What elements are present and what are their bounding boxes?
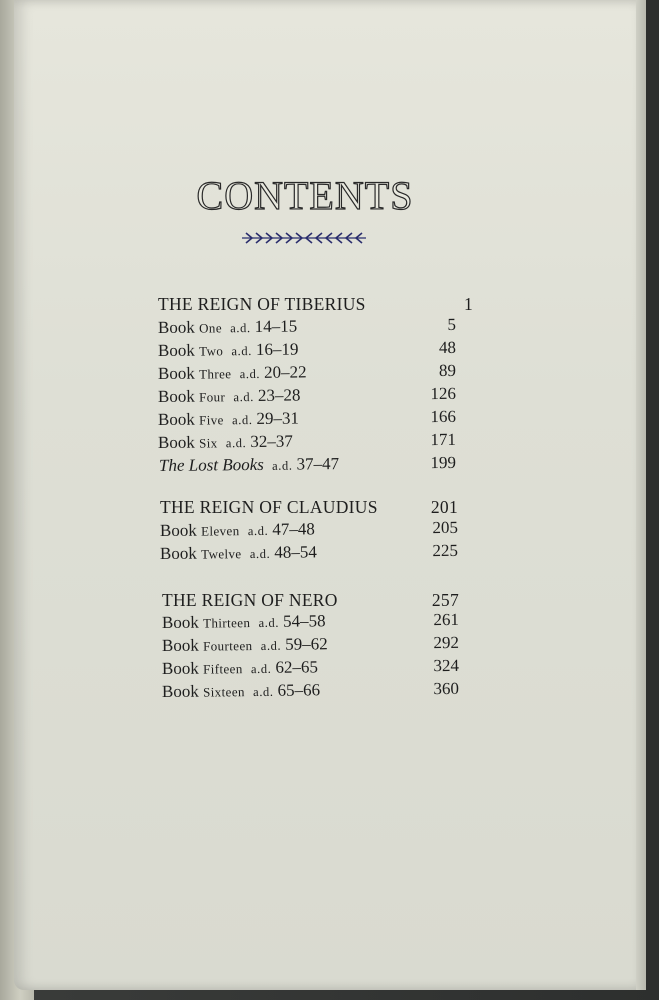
book-word: Book [157,340,195,360]
book-name: One [199,320,223,336]
era-label: a.d. [231,413,253,428]
page-number: 225 [432,540,459,561]
section-title: THE REIGN OF TIBERIUS [158,294,366,314]
era-label: a.d. [272,458,293,473]
laurel-ornament-icon [240,231,368,245]
book-name: Fourteen [203,638,253,654]
book-years: 14–15 [254,316,298,336]
page-title: CONTENTS [196,173,414,218]
page-number: 292 [433,632,460,653]
book-word: Book [157,363,195,383]
book-name: Sixteen [203,684,245,700]
book-years: 47–48 [272,519,315,539]
book-word: Book [157,409,195,429]
page-number: 360 [433,678,460,699]
book-years: 16–19 [255,339,299,359]
book-years: 48–54 [274,542,317,562]
page-number: 199 [430,452,457,473]
page-number: 89 [438,360,457,381]
book-years: 62–65 [275,657,318,677]
book-word: Book [161,612,199,632]
era-label: a.d. [239,366,261,382]
book-years: 20–22 [263,362,307,382]
book-word: Book [157,386,195,406]
book-years: 37–47 [296,454,340,474]
page-number: 5 [447,314,457,334]
era-label: a.d. [258,615,280,630]
era-label: a.d. [260,638,282,653]
page-number: 166 [430,406,457,427]
era-label: a.d. [225,436,247,451]
page-number: 48 [438,337,457,358]
page-edge [636,0,646,990]
book-years: 32–37 [250,431,293,452]
page-number: 171 [430,429,457,450]
book-name: Two [199,343,224,359]
page-number: 261 [433,609,460,630]
era-label: a.d. [233,389,255,405]
book-name: Eleven [201,523,240,539]
book-name: Six [199,435,218,451]
book-years: 59–62 [285,634,328,654]
era-label: a.d. [253,684,274,700]
book-word: Book [159,520,197,540]
book-name: Four [199,389,226,405]
book-name: Twelve [201,546,242,562]
book-page [14,0,646,990]
book-word: Book [161,658,199,678]
book-name: Fifteen [203,661,243,677]
section-title: THE REIGN OF NERO [162,590,338,610]
book-word: Book [161,635,199,655]
book-years: 65–66 [277,680,321,700]
era-label: a.d. [249,546,271,562]
book-name: Three [199,366,232,382]
page-number: 205 [432,517,459,538]
book-word: Book [161,681,199,701]
section-title: THE REIGN OF CLAUDIUS [160,497,378,517]
era-label: a.d. [250,661,272,677]
book-title: The Lost Books [158,454,264,475]
page-number: 257 [431,590,459,610]
page-number: 126 [430,383,457,404]
era-label: a.d. [230,321,251,336]
book-word: Book [159,543,197,563]
page-number: 1 [463,294,473,314]
era-label: a.d. [247,523,269,539]
book-years: 29–31 [256,408,300,428]
book-name: Thirteen [203,615,251,631]
book-years: 23–28 [257,385,301,405]
page-number: 201 [430,497,458,517]
era-label: a.d. [231,344,252,359]
book-word: Book [157,432,195,452]
page-number: 324 [433,655,460,676]
book-years: 54–58 [282,611,326,631]
book-name: Five [199,412,224,428]
book-word: Book [157,317,195,337]
